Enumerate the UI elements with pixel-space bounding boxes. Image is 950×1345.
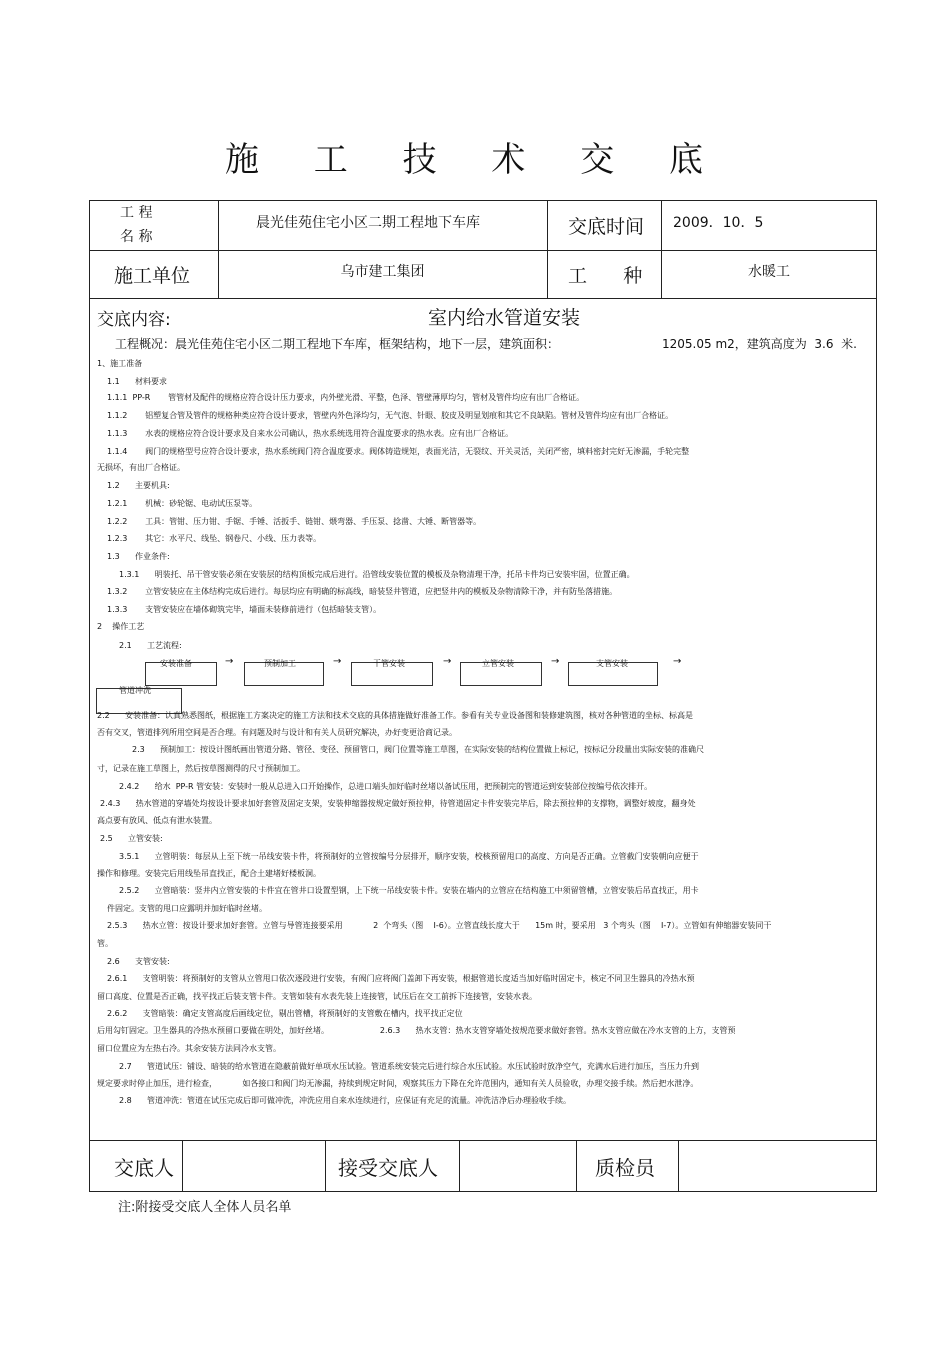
row-divider-3 (89, 1140, 877, 1141)
unit-label: 施工单位 (114, 264, 191, 287)
row-divider-2 (89, 298, 877, 299)
content-heading: 室内给水管道安装 (428, 306, 581, 329)
body-line: 高点要有放风、低点有泄水装置。 (97, 816, 217, 825)
body-line: 1.1.2 铝塑复合管及管件的规格种类应符合设计要求，管壁内外色泽均匀，无气泡、针眼、胶皮及明显划痕和其它不良缺陷。管材及管件均应有出厂合格证。 (107, 411, 674, 420)
flow-arrow-icon: → (225, 656, 234, 667)
body-line: 1.3.2 立管安装应在主体结构完成后进行。每层均应有明确的标高线，暗装竖井管道，应把竖井内的模板及杂物清除干净，并有防坠落措施。 (107, 587, 618, 596)
date-value: 2009．10．5 (673, 215, 764, 231)
project-label-line2: 名 称 (120, 229, 153, 245)
body-line: 2.5 立管安装: (100, 834, 163, 843)
flow-step-label: 支管安装 (596, 659, 628, 668)
body-line: 1.1.4 阀门的规格型号应符合设计要求，热水系统阀门符合温度要求。阀体铸造规矩，表面光洁，无裂纹、开关灵活，关闭严密，填料密封完好无渗漏，手轮完整 (107, 447, 690, 456)
footer-divider-1 (182, 1140, 183, 1192)
body-line: 管。 (97, 939, 113, 948)
body-line: 2.5.3 热水立管：按设计要求加好套管。立管与导管连接要采用 2 个弯头（图 I-6）。立管直线长度大于 15m 时，要采用 3 个弯头（图 I-7）。立管如有伸缩器安装同干 (107, 921, 772, 930)
body-line: 2.4.2 给水 PP-R 管安装：安装时一般从总进入口开始操作，总进口端头加好临时丝堵以备试压用，把预制完的管道运到安装部位按编号依次排开。 (119, 782, 653, 791)
body-line: 2.7 管道试压：铺设、暗装的给水管道在隐蔽前做好单项水压试验。管道系统安装完后进行综合水压试验。水压试验时放净空气，充满水后进行加压，当压力升到 (119, 1062, 699, 1071)
flow-step-label: 管道冲洗 (119, 686, 151, 695)
flow-step-label: 干管安装 (373, 659, 405, 668)
overview-text: 工程概况：晨光佳苑住宅小区二期工程地下车库，框架结构，地下一层，建筑面积： (115, 336, 560, 351)
body-line: 2.6 支管安装: (107, 957, 170, 966)
footnote: 注:附接受交底人全体人员名单 (118, 1199, 292, 1215)
receiver-label: 接受交底人 (338, 1155, 438, 1180)
body-line: 1.3 作业条件: (107, 552, 170, 561)
body-line: 1.3.1 明装托、吊干管安装必须在安装层的结构顶板完成后进行。沿管线安装位置的模板及杂物清理干净，托吊卡件均已安装牢固，位置正确。 (119, 570, 635, 579)
footer-divider-2 (325, 1140, 326, 1192)
footer-divider-5 (678, 1140, 679, 1192)
flow-step-label: 安装准备 (160, 659, 192, 668)
body-line: 规定要求时停止加压，进行检查， 如各接口和阀门均无渗漏，持续到规定时间，观察其压力下降在允许范围内，通知有关人员验收，办理交接手续。然后把水泄净。 (97, 1079, 699, 1088)
flow-arrow-icon: → (443, 656, 452, 667)
unit-value: 乌市建工集团 (340, 264, 425, 280)
body-line: 2.8 管道冲洗：管道在试压完成后即可做冲洗，冲洗应用自来水连续进行，应保证有充足的流量。冲洗洁净后办理验收手续。 (119, 1096, 571, 1105)
body-line: 1.1 材料要求 (107, 377, 167, 386)
body-line: 3.5.1 立管明装：每层从上至下统一吊线安装卡件，将预制好的立管按编号分层排开，顺序安装，校核预留甩口的高度、方向是否正确。立管截门安装朝向应便于 (119, 852, 699, 861)
trade-value: 水暖工 (748, 264, 790, 280)
flow-arrow-icon: → (551, 656, 560, 667)
body-line: 1.3.3 支管安装应在墙体砌筑完毕，墙面未装修前进行（包括暗装支管）。 (107, 605, 382, 614)
body-line: 件固定。支管的甩口应露明并加好临时丝堵。 (107, 904, 267, 913)
inspector-label: 质检员 (595, 1155, 655, 1180)
body-line: 2.4.3 热水管道的穿墙处均按设计要求加好套管及固定支架，安装伸缩器按规定做好预拉伸，待管道固定卡件安装完毕后，除去预拉伸的支撑物，调整好坡度，翻身处 (100, 799, 696, 808)
body-line: 寸，记录在施工草图上，然后按草图测得的尺寸预制加工。 (97, 764, 305, 773)
body-line: 2.2 安装准备：认真熟悉图纸，根据施工方案决定的施工方法和技术交底的具体措施做好准备工作。参看有关专业设备图和装修建筑图，核对各种管道的坐标、标高是 (97, 711, 693, 720)
body-line: 1.2 主要机具: (107, 481, 170, 490)
footer-divider-4 (576, 1140, 577, 1192)
discloser-label: 交底人 (114, 1155, 174, 1180)
body-line: 2.5.2 立管暗装：竖井内立管安装的卡件宜在管井口设置型钢，上下统一吊线安装卡件。安装在墙内的立管应在结构施工中须留管槽，立管安装后吊直找正，用卡 (119, 886, 699, 895)
flow-arrow-icon: → (333, 656, 342, 667)
content-label: 交底内容: (97, 309, 171, 330)
project-name: 晨光佳苑住宅小区二期工程地下车库 (256, 215, 480, 231)
document-title: 施 工 技 术 交 底 (224, 140, 726, 180)
body-line: 2.6.1 支管明装：将预制好的支管从立管甩口依次逐段进行安装，有阀门应将阀门盖卸下再安装，根据管道长度适当加好临时固定卡，核定不同卫生器具的冷热水预 (107, 974, 695, 983)
body-line: 1.1.1 PP-R 管管材及配件的规格应符合设计压力要求，内外壁光滑、平整，色泽、管壁薄厚均匀，管材及管件均应有出厂合格证。 (107, 393, 585, 402)
body-line: 留口高度、位置是否正确，找平找正后装支管卡件。支管如装有水表先装上连接管，试压后在交工前拆下连接管，安装水表。 (97, 992, 537, 1001)
body-line: 1、施工准备 (97, 359, 143, 368)
flow-step-label: 预制加工 (264, 659, 296, 668)
project-label-line1: 工 程 (120, 205, 153, 221)
overview-area: 1205.05 m2，建筑高度为 3.6 米. (662, 336, 857, 351)
body-line: 2.1 工艺流程: (119, 641, 182, 650)
flow-arrow-icon: → (673, 656, 682, 667)
body-line: 1.1.3 水表的规格应符合设计要求及自来水公司确认，热水系统选用符合温度要求的热水表。应有出厂合格证。 (107, 429, 514, 438)
date-label: 交底时间 (568, 215, 645, 238)
trade-label: 工 种 (568, 264, 643, 287)
footer-divider-3 (459, 1140, 460, 1192)
flow-step-label: 立管安装 (482, 659, 514, 668)
body-line: 1.2.2 工具：管钳、压力钳、手锯、手锤、活扳手、链钳、煨弯器、手压泵、捻凿、大锤、断管器等。 (107, 517, 482, 526)
col-divider-2 (547, 200, 548, 298)
body-line: 2 操作工艺 (97, 622, 145, 631)
body-line: 2.6.2 支管暗装：确定支管高度后画线定位，剔出管槽，将预制好的支管敷在槽内，找平找正定位 (107, 1009, 463, 1018)
body-line: 无损坏，有出厂合格证。 (97, 463, 185, 472)
body-line: 2.3 预制加工：按设计图纸画出管道分路、管径、变径、预留管口，阀门位置等施工草图，在实际安装的结构位置做上标记，按标记分段量出实际安装的准确尺 (132, 745, 704, 754)
body-line: 1.2.3 其它：水平尺、线坠、钢卷尺、小线、压力表等。 (107, 534, 322, 543)
body-line: 留口位置应为左热右冷。其余安装方法同冷水支管。 (97, 1044, 281, 1053)
body-line: 1.2.1 机械：砂轮锯、电动试压泵等。 (107, 499, 258, 508)
body-line: 否有交叉，管道排列所用空间是否合理。有问题及时与设计和有关人员研究解决，办好变更洽商记录。 (97, 728, 457, 737)
body-line: 后用勾钉固定。卫生器具的冷热水预留口要做在明处，加好丝堵。 2.6.3 热水支管：热水支管穿墙处按规范要求做好套管。热水支管应做在冷水支管的上方，支管预 (97, 1026, 736, 1035)
body-line: 操作和修理。安装完后用线坠吊直找正，配合土建堵好楼板洞。 (97, 869, 321, 878)
